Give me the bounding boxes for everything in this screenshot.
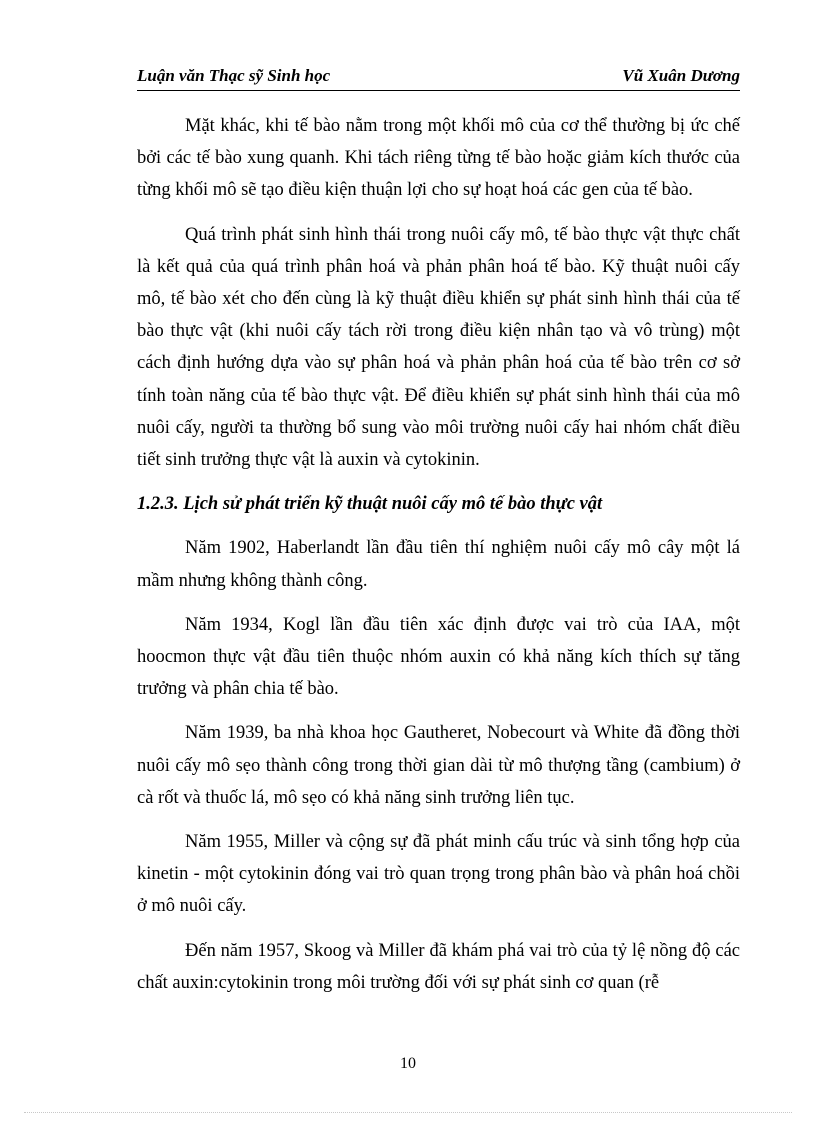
paragraph: Đến năm 1957, Skoog và Miller đã khám phá vai trò của tỷ lệ nồng độ các chất auxin:cytokinin trong môi trường đối với sự phát sinh cơ quan (rễ	[137, 940, 740, 993]
paragraph: Năm 1934, Kogl lần đầu tiên xác định được vai trò của IAA, một hoocmon thực vật đầu tiên thuộc nhóm auxin có khả năng kích thích sự tăng trưởng và phân chia tế bào.	[137, 614, 740, 700]
paragraph: Năm 1902, Haberlandt lần đầu tiên thí nghiệm nuôi cấy mô cây một lá mầm nhưng không thành công.	[137, 538, 740, 591]
paragraph: Mặt khác, khi tế bào nằm trong một khối mô của cơ thể thường bị ức chế bởi các tế bào xung quanh. Khi tách riêng từng tế bào hoặc giảm kích thước của từng khối mô sẽ tạo điều kiện thuận lợi cho sự hoạt hoá các gen của tế bào.	[137, 116, 740, 201]
running-header	[137, 64, 740, 91]
section-heading: 1.2.3. Lịch sử phát triển kỹ thuật nuôi cấy mô tế bào thực vật	[137, 494, 603, 515]
page-number: 10	[400, 1055, 416, 1072]
paragraph: Quá trình phát sinh hình thái trong nuôi cấy mô, tế bào thực vật thực chất là kết quả của quá trình phân hoá và phản phân hoá tế bào. Kỹ thuật nuôi cấy mô, tế bào xét cho đến cùng là kỹ thuật điều khiển sự phát sinh hình thái của tế bào thực vật (khi nuôi cấy tách rời trong điều kiện nhân tạo và vô trùng) một cách định hướng dựa vào sự phân hoá và phản phân hoá của tế bào trên cơ sở tính toàn năng của tế bào thực vật. Để điều khiển sự phát sinh hình thái của mô nuôi cấy, người ta thường bổ sung vào môi trường nuôi cấy hai nhóm chất điều tiết sinh trưởng thực vật là auxin và cytokinin.	[137, 224, 740, 471]
header-author: Vũ Xuân Dương	[622, 66, 740, 85]
paragraph: Năm 1939, ba nhà khoa học Gautheret, Nobecourt và White đã đồng thời nuôi cấy mô sẹo thành công trong thời gian dài từ mô thượng tầng (cambium) ở cà rốt và thuốc lá, mô sẹo có khả năng sinh trưởng liên tục.	[137, 723, 740, 808]
paragraph: Năm 1955, Miller và cộng sự đã phát minh cấu trúc và sinh tổng hợp của kinetin - một cytokinin đóng vai trò quan trọng trong phân bào và phân hoá chồi ở mô nuôi cấy.	[137, 832, 740, 917]
header-thesis-title: Luận văn Thạc sỹ Sinh học	[137, 66, 331, 85]
body-text	[137, 110, 740, 1011]
page-bottom-divider	[24, 1112, 792, 1113]
